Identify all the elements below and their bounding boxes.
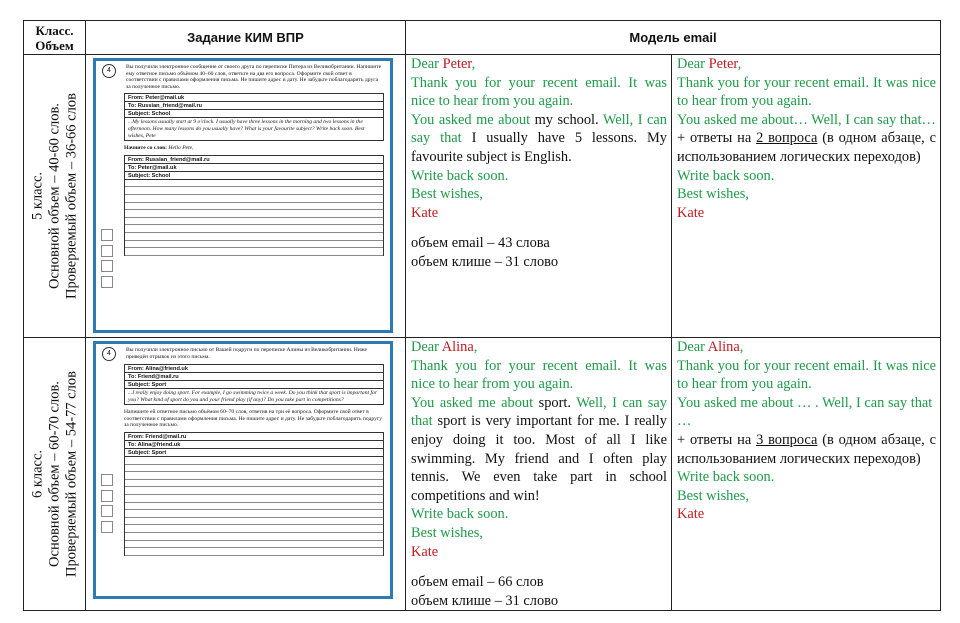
greeting: Dear Peter, [411, 56, 476, 72]
word-count-cliche: объем клише – 31 слово [411, 592, 559, 609]
email-from: From: Peter@mail.uk [125, 94, 383, 102]
asked-line: You asked me about … . Well, I can say that … [677, 394, 933, 430]
email-example-cell [406, 338, 672, 611]
checkbox [101, 229, 113, 241]
task-cell [86, 55, 406, 338]
header-model: Модель email [406, 21, 941, 55]
class-label-line: Основной объем – 40-60 слов. [46, 103, 62, 289]
thanks-line: Thank you for your recent email. It was nice to hear from you again. [677, 74, 936, 110]
checkboxes [101, 229, 113, 291]
answer-form [124, 432, 384, 556]
email-model-cell [672, 55, 941, 338]
signature: Kate [411, 204, 439, 221]
task-number: 4 [102, 347, 116, 361]
email-body: ...My lessons usually start at 9 o'clock. I usually have three lessons in the morning and two lessons in the afternoon. How many lessons do you usually have? What is your favourite subject? Write back soon. Best wishes, Pete [128, 119, 365, 139]
word-count-email: объем email – 66 слов [411, 574, 544, 591]
answer-to: To: Alina@friend.uk [125, 441, 383, 449]
asked-line: You asked me about… Well, I can say that… [677, 111, 936, 128]
word-count-cliche: объем клише – 31 слово [411, 253, 559, 270]
email-subject: Subject: Sport [125, 381, 383, 389]
greeting: Dear Alina, [411, 339, 478, 355]
task-cell [86, 338, 406, 611]
email-subject: Subject: School [125, 110, 383, 118]
class-label-line: Основной объем – 60-70 слов. [46, 381, 62, 568]
checkbox [101, 521, 113, 533]
greeting: Dear Peter, [677, 56, 742, 72]
signature: Kate [677, 506, 705, 523]
answer-subject: Subject: Sport [125, 449, 383, 457]
write-back: Write back soon. [677, 469, 775, 486]
best-wishes: Best wishes, [411, 524, 483, 541]
email-example-cell [406, 55, 672, 338]
email-model-cell [672, 338, 941, 611]
email-paragraph: You asked me about sport. Well, I can say that sport is very important for me. I really enjoy doing it too. Most of all I like swimming. My friend and I often play tennis. We even take part in school competitions and win! [411, 394, 667, 504]
class-label-line: 5 класс. [29, 171, 45, 221]
class-label [29, 371, 80, 577]
write-back: Write back soon. [411, 167, 509, 184]
checkbox [101, 260, 113, 272]
word-count-email: объем email – 43 слова [411, 235, 550, 252]
best-wishes: Best wishes, [411, 186, 483, 203]
task-text: Вы получили электронное письмо от Вашей подруги по переписке Алины из Великобритании. Ниже приведён отрывок из этого письма. [126, 347, 368, 360]
class-label-line: 6 класс. [29, 450, 45, 499]
checkbox [101, 276, 113, 288]
write-back: Write back soon. [677, 167, 775, 184]
signature: Kate [677, 204, 705, 221]
header-class-text: Класс. Объем [35, 22, 74, 53]
checkbox [101, 474, 113, 486]
checkbox [101, 490, 113, 502]
comparison-table [23, 20, 941, 611]
email-to: To: Russian_friend@mail.ru [125, 102, 383, 110]
task-instruction: Напишите ей ответное письмо объёмом 60–70 слов, ответив на три её вопроса. Оформите свой ответ в соответствии с правилами оформления письма. Не пишите адрес и дату. Не забудьте поблагодарить подругу за полученное письмо. [124, 409, 383, 429]
task-header [102, 64, 384, 90]
answer-subject: Subject: School [125, 172, 383, 180]
answers-instruction: + ответы на 3 вопроса (в одном абзаце, с использованием логических переходов) [677, 431, 936, 467]
class-label [29, 93, 80, 299]
best-wishes: Best wishes, [677, 487, 749, 504]
checkbox [101, 505, 113, 517]
header-row [24, 21, 941, 55]
answer-form [124, 155, 384, 256]
thanks-line: Thank you for your recent email. It was nice to hear from you again. [411, 74, 667, 110]
start-phrase: Hello Pete, [168, 145, 194, 152]
write-back: Write back soon. [411, 506, 509, 523]
header-task: Задание КИМ ВПР [86, 21, 406, 55]
row-grade-5 [24, 55, 941, 338]
checkbox [101, 245, 113, 257]
email-body: ...I really enjoy doing sport. For example, I go swimming twice a week. Do you think that sport is important for you? What kind of sport do you and your friend play (if any)? Do you take part in competitions? [128, 390, 377, 403]
task-image [93, 58, 393, 333]
class-label-line: Проверяемый объем – 36-66 слов [63, 93, 79, 299]
thanks-line: Thank you for your recent email. It was nice to hear from you again. [411, 357, 667, 393]
answers-instruction: + ответы на 2 вопроса (в одном абзаце, с использованием логических переходов) [677, 130, 936, 165]
thanks-line: Thank you for your recent email. It was nice to hear from you again. [677, 357, 936, 393]
start-label: Начните со слов: [124, 145, 167, 152]
start-words [124, 145, 384, 152]
answer-to: To: Peter@mail.uk [125, 164, 383, 172]
checkboxes [101, 474, 113, 536]
task-header [102, 347, 384, 361]
email-to: To: Friend@mail.ru [125, 373, 383, 381]
task-number: 4 [102, 64, 116, 78]
incoming-email [124, 364, 384, 405]
greeting: Dear Alina, [677, 339, 744, 355]
best-wishes: Best wishes, [677, 186, 749, 203]
task-image [93, 341, 393, 599]
row-grade-6 [24, 338, 941, 611]
incoming-email [124, 93, 384, 141]
class-cell [24, 338, 86, 611]
answer-from: From: Friend@mail.ru [125, 433, 383, 441]
header-class [24, 21, 86, 55]
signature: Kate [411, 543, 439, 560]
class-cell [24, 55, 86, 338]
email-paragraph: You asked me about my school. Well, I can say that I usually have 5 lessons. My favourite subject is English. [411, 111, 667, 165]
class-label-line: Проверяемый объем – 54-77 слов [63, 371, 79, 578]
email-from: From: Alina@friend.uk [125, 365, 383, 373]
task-text: Вы получили электронное сообщение от своего друга по переписке Питера из Великобритании. Напишите ему ответное письмо объёмом 40–60 слов, ответьте на два его вопроса. Оформите свой ответ в соответствии с правилами оформления письма. Не пишите адрес и дату. Не забудьте поблагодарить друга за полученное письмо. [126, 64, 382, 90]
answer-from: From: Russian_friend@mail.ru [125, 156, 383, 164]
